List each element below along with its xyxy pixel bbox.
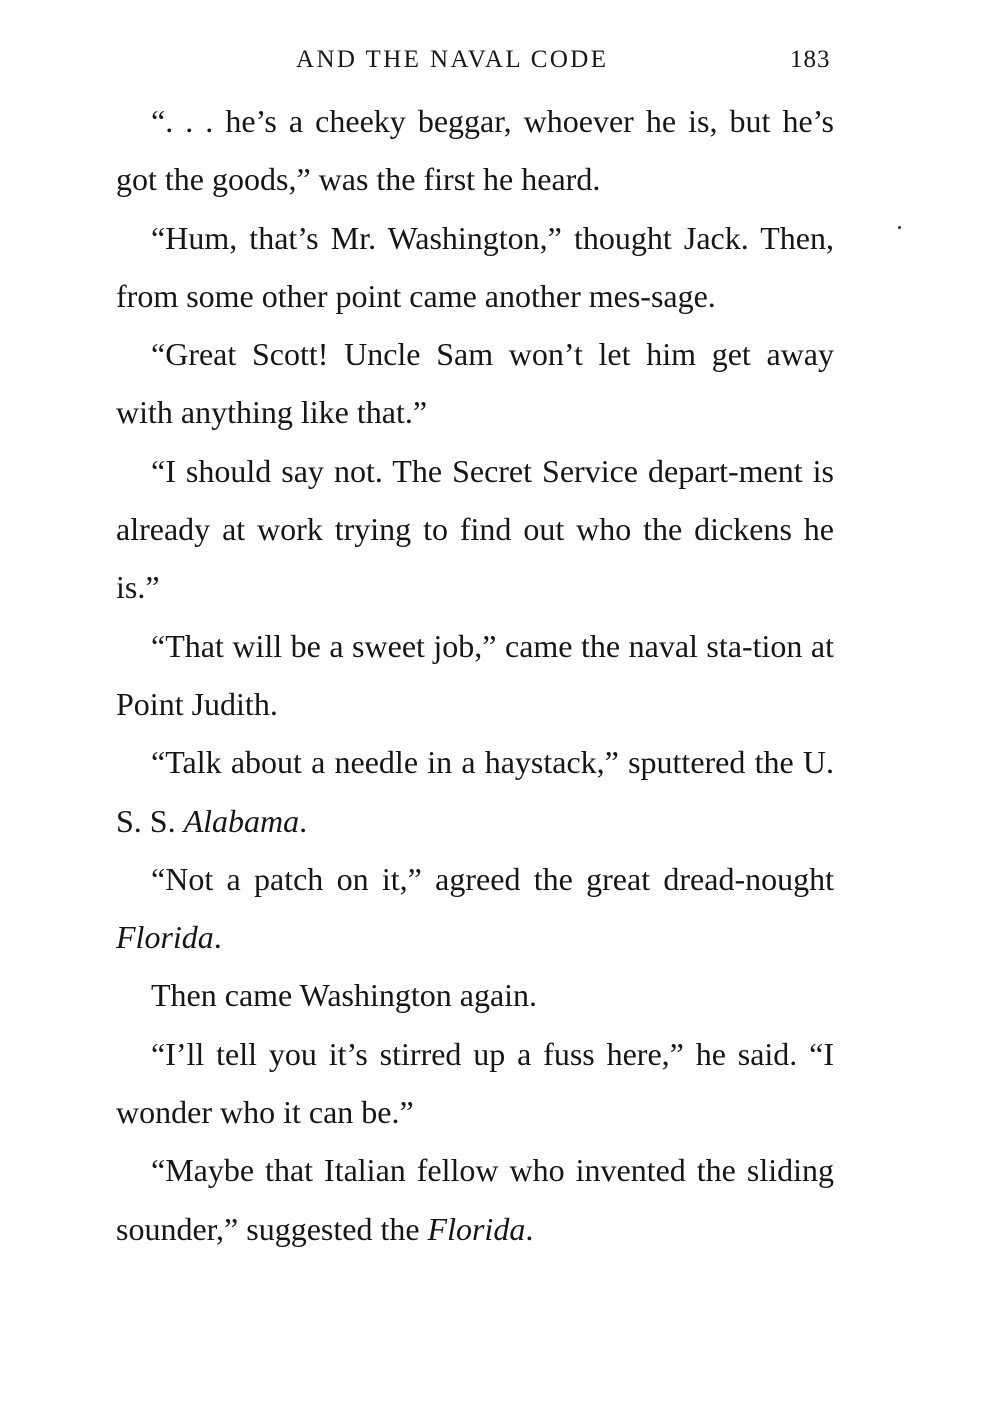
- running-title: AND THE NAVAL CODE: [296, 46, 609, 73]
- paragraph: [116, 617, 834, 734]
- text-run: “Not a patch on it,” agreed the great dread-nought: [151, 860, 834, 897]
- text-run: .: [299, 802, 308, 839]
- ship-name-italic: Florida: [427, 1210, 526, 1247]
- paragraph: [116, 1025, 834, 1142]
- paragraph: [116, 966, 834, 1024]
- text-run: Then came Washington again.: [151, 977, 538, 1014]
- running-header: [0, 40, 1000, 80]
- ship-name-italic: Florida: [116, 919, 214, 956]
- paragraph: [116, 733, 834, 850]
- text-run: “I should say not. The Secret Service depart-ment is already at work trying to find out who the dickens he is.”: [116, 452, 834, 606]
- paragraph: [116, 209, 834, 326]
- text-run: “Hum, that’s Mr. Washington,” thought Jack. Then, from some other point came another mes-sage.: [116, 219, 834, 314]
- text-run: “. . . he’s a cheeky beggar, whoever he is, but he’s got the goods,” was the first he heard.: [116, 103, 834, 198]
- text-run: “Talk about a needle in a haystack,” sputtered the U. S. S.: [116, 744, 834, 839]
- paragraph: [116, 92, 834, 209]
- paragraph: [116, 442, 834, 617]
- ship-name-italic: Alabama: [183, 802, 300, 839]
- print-speck: [898, 226, 901, 229]
- text-run: .: [525, 1210, 534, 1247]
- text-run: “Maybe that Italian fellow who invented the sliding sounder,” suggested the: [116, 1152, 834, 1247]
- body-text: [116, 92, 834, 1258]
- text-run: .: [213, 919, 222, 956]
- text-run: “Great Scott! Uncle Sam won’t let him get away with anything like that.”: [116, 336, 834, 431]
- paragraph: [116, 850, 834, 967]
- text-run: “That will be a sweet job,” came the naval sta-tion at Point Judith.: [116, 627, 834, 722]
- page-number: 183: [790, 46, 831, 73]
- paragraph: [116, 325, 834, 442]
- text-run: “I’ll tell you it’s stirred up a fuss here,” he said. “I wonder who it can be.”: [116, 1035, 834, 1131]
- paragraph: [116, 1141, 834, 1258]
